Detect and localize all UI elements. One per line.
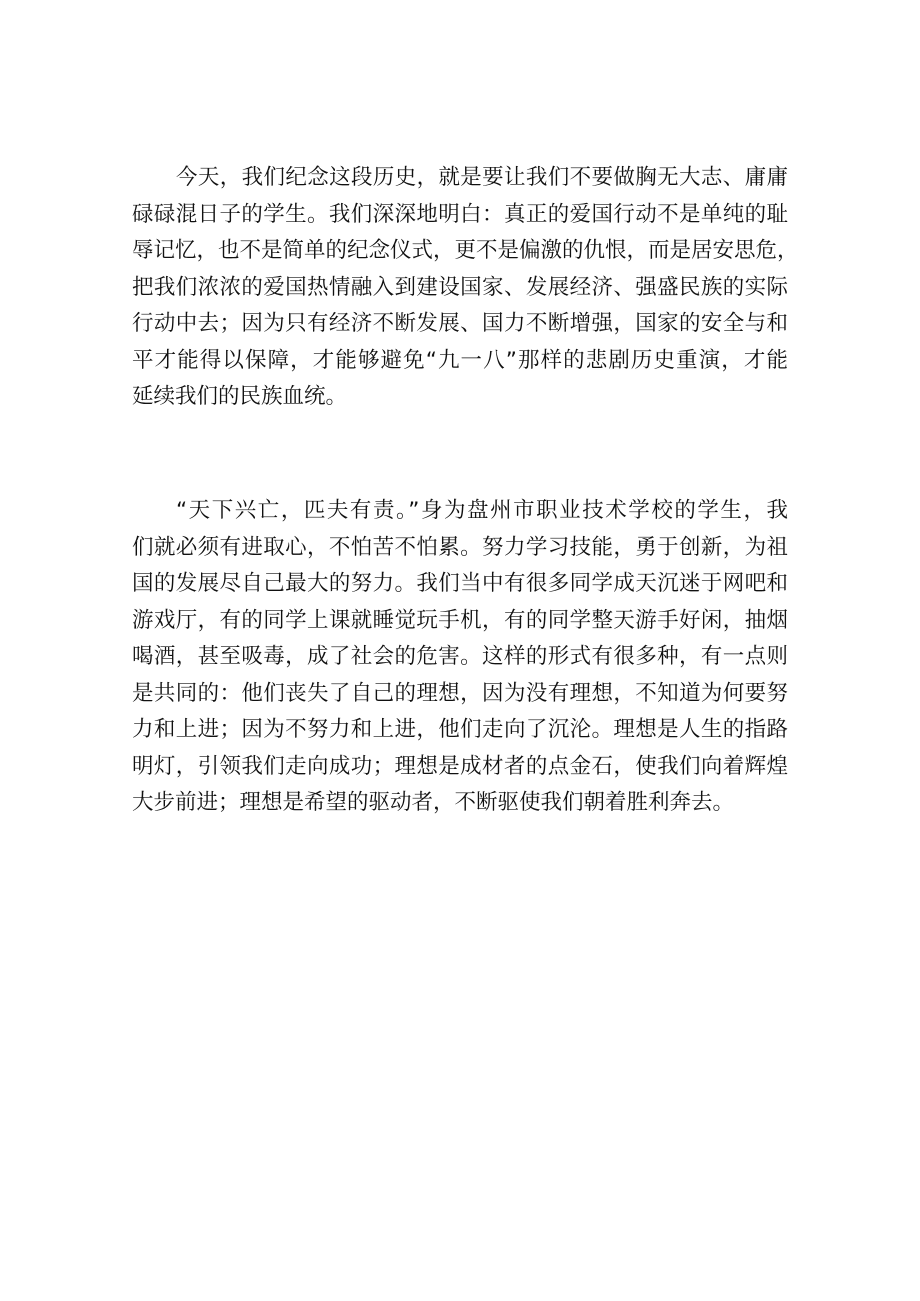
paragraph-line: 今天，我们纪念这段历史，就是要让我们不要做胸无大志、庸庸	[176, 165, 788, 190]
paragraph-line: 把我们浓浓的爱国热情融入到建设国家、发展经济、强盛民族的实际	[132, 274, 788, 300]
paragraph-line: 游戏厅，有的同学上课就睡觉玩手机，有的同学整天游手好闲，抽烟	[132, 607, 788, 633]
paragraph-line: 大步前进；理想是希望的驱动者，不断驱使我们朝着胜利奔去。	[132, 790, 735, 815]
paragraph-line: 是共同的：他们丧失了自己的理想，因为没有理想，不知道为何要努	[132, 680, 788, 706]
paragraph-line: 喝酒，甚至吸毒，成了社会的危害。这样的形式有很多种，有一点则	[132, 644, 788, 669]
paragraph-line: 延续我们的民族血统。	[132, 384, 348, 409]
paragraph-line: 国的发展尽自己最大的努力。我们当中有很多同学成天沉迷于网吧和	[132, 571, 788, 596]
paragraph-line: 辱记忆，也不是简单的纪念仪式，更不是偏激的仇恨，而是居安思危，	[132, 238, 799, 263]
paragraph-line: “天下兴亡，匹夫有责。”身为盘州市职业技术学校的学生，我	[176, 498, 788, 523]
paragraph-line: 明灯，引领我们走向成功；理想是成材者的点金石，使我们向着辉煌	[132, 753, 788, 779]
paragraph-line: 力和上进；因为不努力和上进，他们走向了沉沦。理想是人生的指路	[132, 717, 788, 742]
paragraph-1	[132, 160, 799, 416]
paragraph-line: 平才能得以保障，才能够避免“九一八”那样的悲剧历史重演，才能	[132, 347, 788, 373]
paragraph-2	[132, 493, 788, 822]
paragraph-line: 们就必须有进取心，不怕苦不怕累。努力学习技能，勇于创新，为祖	[132, 534, 788, 560]
paragraph-line: 碌碌混日子的学生。我们深深地明白：真正的爱国行动不是单纯的耻	[132, 201, 788, 227]
paragraph-line: 行动中去；因为只有经济不断发展、国力不断增强，国家的安全与和	[132, 311, 788, 336]
